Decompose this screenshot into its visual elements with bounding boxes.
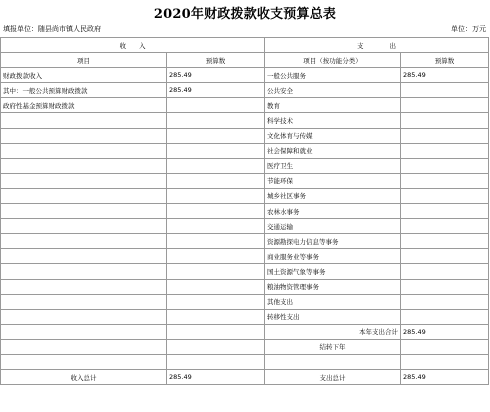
expense-item-header[interactable]: 项目（按功能分类） bbox=[265, 53, 401, 68]
expense-amount-cell[interactable] bbox=[401, 204, 489, 219]
expense-total-amount[interactable]: 285.49 bbox=[401, 324, 489, 339]
income-amount-cell[interactable] bbox=[167, 204, 265, 219]
income-total-amount[interactable]: 285.49 bbox=[167, 370, 265, 385]
income-amount-cell[interactable] bbox=[167, 249, 265, 264]
income-item-cell[interactable]: 财政拨款收入 bbox=[1, 68, 167, 83]
income-amount-cell[interactable] bbox=[167, 188, 265, 203]
expense-amount-cell[interactable]: 285.49 bbox=[401, 68, 489, 83]
expense-item-cell[interactable]: 资源勘探电力信息等事务 bbox=[265, 234, 401, 249]
expense-item-cell[interactable]: 城乡社区事务 bbox=[265, 188, 401, 203]
income-amount-cell[interactable] bbox=[167, 279, 265, 294]
expense-amount-cell[interactable] bbox=[401, 294, 489, 309]
income-amount-cell[interactable]: 285.49 bbox=[167, 68, 265, 83]
expense-amount-cell[interactable] bbox=[401, 113, 489, 128]
expense-item-cell[interactable]: 粮油物资管理事务 bbox=[265, 279, 401, 294]
income-amount-cell[interactable] bbox=[167, 128, 265, 143]
income-item-cell[interactable] bbox=[1, 158, 167, 173]
income-item-cell[interactable] bbox=[1, 113, 167, 128]
table-title: 2020年财政拨款收支预算总表 bbox=[153, 7, 337, 22]
income-amount-cell[interactable] bbox=[167, 294, 265, 309]
income-item-cell[interactable] bbox=[1, 264, 167, 279]
income-section-header[interactable]: 收 入 bbox=[1, 38, 265, 53]
income-item-cell[interactable] bbox=[1, 143, 167, 158]
income-item-cell[interactable] bbox=[1, 309, 167, 324]
income-budget-header[interactable]: 预算数 bbox=[167, 53, 265, 68]
income-item-cell[interactable] bbox=[1, 188, 167, 203]
table-row bbox=[1, 204, 489, 219]
expense-item-cell[interactable]: 社会保障和就业 bbox=[265, 143, 401, 158]
expense-item-cell[interactable]: 科学技术 bbox=[265, 113, 401, 128]
column-header-row bbox=[1, 53, 489, 68]
income-amount-cell[interactable] bbox=[167, 143, 265, 158]
income-item-cell[interactable] bbox=[1, 173, 167, 188]
income-amount-cell[interactable] bbox=[167, 354, 265, 369]
income-amount-cell[interactable] bbox=[167, 158, 265, 173]
table-row bbox=[1, 354, 489, 369]
income-item-cell[interactable] bbox=[1, 204, 167, 219]
income-item-cell[interactable] bbox=[1, 249, 167, 264]
expense-amount-cell[interactable] bbox=[401, 249, 489, 264]
expense-item-cell[interactable]: 商业服务业等事务 bbox=[265, 249, 401, 264]
carry-forward-row bbox=[1, 339, 489, 354]
income-amount-cell[interactable] bbox=[167, 264, 265, 279]
table-row bbox=[1, 83, 489, 98]
expense-amount-cell[interactable] bbox=[401, 83, 489, 98]
expense-section-header[interactable]: 支 出 bbox=[265, 38, 489, 53]
expense-amount-cell[interactable] bbox=[401, 234, 489, 249]
table-row bbox=[1, 173, 489, 188]
table-row bbox=[1, 68, 489, 83]
income-item-cell[interactable] bbox=[1, 339, 167, 354]
budget-table bbox=[0, 37, 489, 385]
income-total-label[interactable]: 收入总计 bbox=[1, 370, 167, 385]
expense-grand-amount[interactable]: 285.49 bbox=[401, 370, 489, 385]
income-amount-cell[interactable] bbox=[167, 324, 265, 339]
reporting-unit: 填报单位：随县尚市镇人民政府 bbox=[3, 25, 101, 33]
currency-unit: 单位：万元 bbox=[451, 25, 486, 33]
income-item-cell[interactable] bbox=[1, 234, 167, 249]
income-item-cell[interactable]: 政府性基金预算财政拨款 bbox=[1, 98, 167, 113]
income-amount-cell[interactable] bbox=[167, 98, 265, 113]
carry-forward-amount[interactable] bbox=[401, 339, 489, 354]
expense-item-cell[interactable]: 医疗卫生 bbox=[265, 158, 401, 173]
income-item-cell[interactable] bbox=[1, 279, 167, 294]
expense-item-cell[interactable]: 公共安全 bbox=[265, 83, 401, 98]
expense-item-cell[interactable]: 农林水事务 bbox=[265, 204, 401, 219]
expense-item-cell[interactable]: 教育 bbox=[265, 98, 401, 113]
expense-amount-cell[interactable] bbox=[401, 173, 489, 188]
grand-total-row bbox=[1, 370, 489, 385]
table-row bbox=[1, 294, 489, 309]
expense-amount-cell[interactable] bbox=[401, 98, 489, 113]
income-item-cell[interactable] bbox=[1, 128, 167, 143]
section-header-row bbox=[1, 38, 489, 53]
table-row bbox=[1, 188, 489, 203]
income-amount-cell[interactable] bbox=[167, 173, 265, 188]
income-amount-cell[interactable] bbox=[167, 339, 265, 354]
income-amount-cell[interactable] bbox=[167, 234, 265, 249]
expense-item-cell[interactable]: 一般公共服务 bbox=[265, 68, 401, 83]
expense-grand-label[interactable]: 支出总计 bbox=[265, 370, 401, 385]
expense-item-cell[interactable]: 转移性支出 bbox=[265, 309, 401, 324]
table-row bbox=[1, 309, 489, 324]
table-row bbox=[1, 279, 489, 294]
expense-item-cell[interactable]: 其他支出 bbox=[265, 294, 401, 309]
income-item-cell[interactable] bbox=[1, 219, 167, 234]
expense-amount-cell[interactable] bbox=[401, 354, 489, 369]
expense-total-label[interactable]: 本年支出合计 bbox=[265, 324, 401, 339]
expense-total-row bbox=[1, 324, 489, 339]
expense-amount-cell[interactable] bbox=[401, 188, 489, 203]
table-row bbox=[1, 158, 489, 173]
income-amount-cell[interactable]: 285.49 bbox=[167, 83, 265, 98]
table-row bbox=[1, 143, 489, 158]
expense-item-cell[interactable]: 节能环保 bbox=[265, 173, 401, 188]
income-amount-cell[interactable] bbox=[167, 309, 265, 324]
table-row bbox=[1, 113, 489, 128]
expense-amount-cell[interactable] bbox=[401, 279, 489, 294]
expense-item-cell[interactable]: 文化体育与传媒 bbox=[265, 128, 401, 143]
expense-amount-cell[interactable] bbox=[401, 158, 489, 173]
expense-item-cell[interactable]: 交通运输 bbox=[265, 219, 401, 234]
table-row bbox=[1, 234, 489, 249]
unit-row bbox=[0, 24, 490, 36]
expense-amount-cell[interactable] bbox=[401, 128, 489, 143]
table-row bbox=[1, 249, 489, 264]
table-row bbox=[1, 128, 489, 143]
expense-budget-header[interactable]: 预算数 bbox=[401, 53, 489, 68]
table-row bbox=[1, 98, 489, 113]
income-amount-cell[interactable] bbox=[167, 219, 265, 234]
income-item-cell[interactable] bbox=[1, 324, 167, 339]
expense-item-cell[interactable]: 国土资源气象等事务 bbox=[265, 264, 401, 279]
income-item-header[interactable]: 项目 bbox=[1, 53, 167, 68]
expense-amount-cell[interactable] bbox=[401, 143, 489, 158]
expense-amount-cell[interactable] bbox=[401, 264, 489, 279]
carry-forward-label[interactable]: 结转下年 bbox=[265, 339, 401, 354]
income-amount-cell[interactable] bbox=[167, 113, 265, 128]
expense-amount-cell[interactable] bbox=[401, 219, 489, 234]
income-item-cell[interactable]: 其中：一般公共预算财政拨款 bbox=[1, 83, 167, 98]
income-item-cell[interactable] bbox=[1, 354, 167, 369]
table-row bbox=[1, 264, 489, 279]
income-item-cell[interactable] bbox=[1, 294, 167, 309]
expense-amount-cell[interactable] bbox=[401, 309, 489, 324]
table-row bbox=[1, 219, 489, 234]
expense-item-cell[interactable] bbox=[265, 354, 401, 369]
